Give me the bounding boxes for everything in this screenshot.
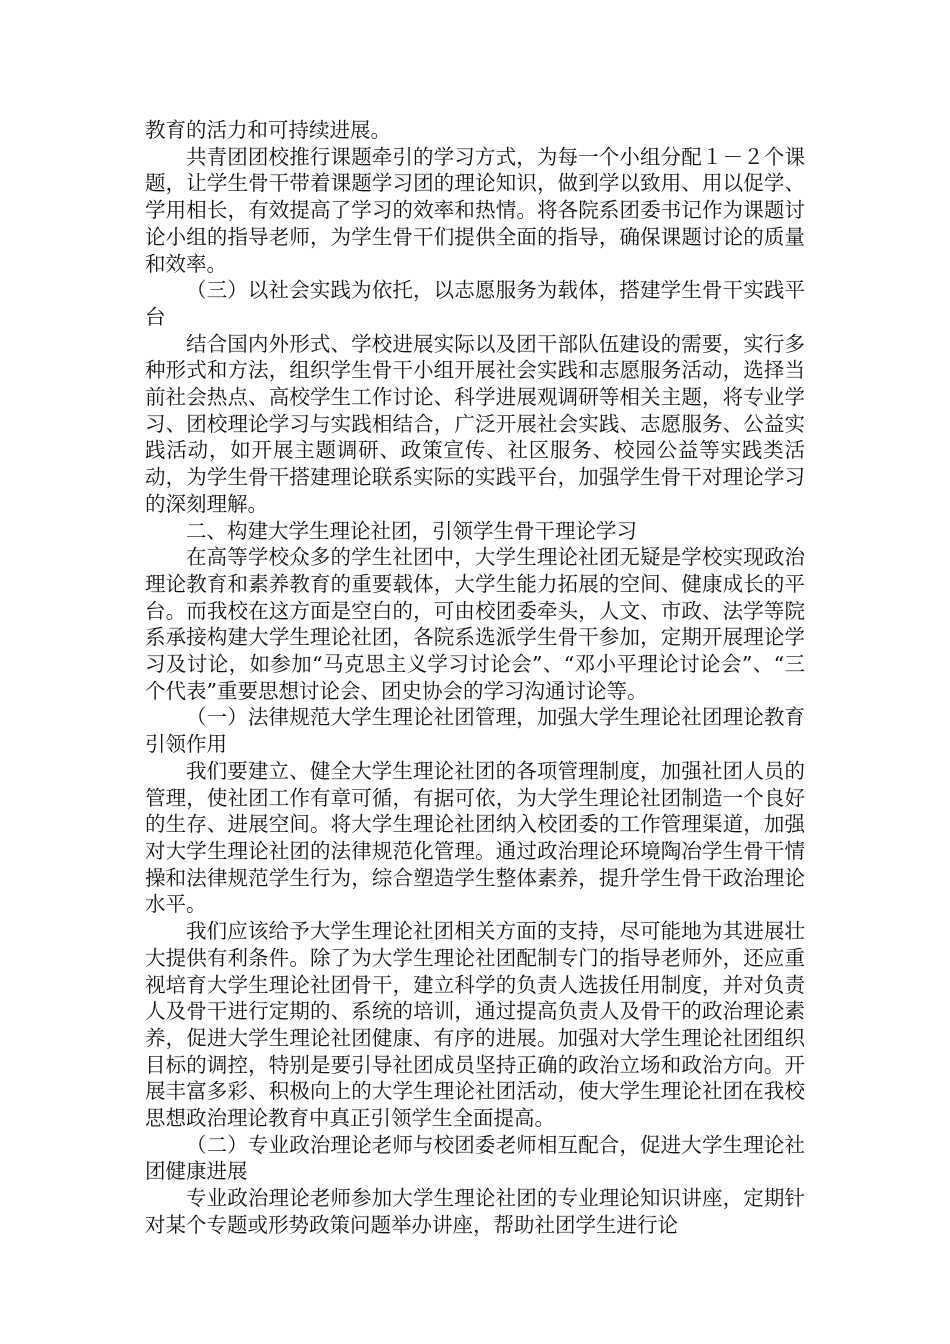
paragraph: 专业政治理论老师参加大学生理论社团的专业理论知识讲座，定期针对某个专题或形势政策问题举办讲座，帮助社团学生进行论 [145, 1186, 805, 1237]
paragraph: 教育的活力和可持续进展。 [145, 118, 391, 142]
paragraph: 共青团团校推行课题牵引的学习方式，为每一个小组分配１－２个课题，让学生骨干带着课题学习团的理论知识，做到学以致用、用以促学、学用相长，有效提高了学习的效率和热情。将各院系团委书记作为课题讨论小组的指导老师，为学生骨干们提供全面的指导，确保课题讨论的质量和效率。 [145, 144, 805, 276]
paragraph: 我们应该给予大学生理论社团相关方面的支持，尽可能地为其进展壮大提供有利条件。除了为大学生理论社团配制专门的指导老师外，还应重视培育大学生理论社团骨干，建立科学的负责人选拔任用制度，并对负责人及骨干进行定期的、系统的培训，通过提高负责人及骨干的政治理论素养，促进大学生理论社团健康、有序的进展。加强对大学生理论社团组织目标的调控，特别是要引导社团成员坚持正确的政治立场和政治方向。开展丰富多彩、积极向上的大学生理论社团活动，使大学生理论社团在我校思想政治理论教育中真正引领学生全面提高。 [145, 919, 805, 1131]
section-heading: （三）以社会实践为依托，以志愿服务为载体，搭建学生骨干实践平台 [145, 278, 805, 329]
document-body [145, 117, 805, 1239]
section-heading: （二）专业政治理论老师与校团委老师相互配合，促进大学生理论社团健康进展 [145, 1132, 805, 1184]
paragraph: 结合国内外形式、学校进展实际以及团干部队伍建设的需要，实行多种形式和方法，组织学生骨干小组开展社会实践和志愿服务活动，选择当前社会热点、高校学生工作讨论、科学进展观调研等相关主题，将专业学习、团校理论学习与实践相结合，广泛开展社会实践、志愿服务、公益实践活动，如开展主题调研、政策宣传、社区服务、校园公益等实践类活动，为学生骨干搭建理论联系实际的实践平台，加强学生骨干对理论学习的深刻理解。 [145, 331, 805, 516]
chapter-heading: 二、构建大学生理论社团，引领学生骨干理论学习 [186, 518, 637, 543]
paragraph: 我们要建立、健全大学生理论社团的各项管理制度，加强社团人员的管理，使社团工作有章可循，有据可依，为大学生理论社团制造一个良好的生存、进展空间。将大学生理论社团纳入校团委的工作管理渠道，加强对大学生理论社团的法律规范化管理。通过政治理论环境陶冶学生骨干情操和法律规范学生行为，综合塑造学生整体素养，提升学生骨干政治理论水平。 [145, 758, 805, 917]
section-heading: （一）法律规范大学生理论社团管理，加强大学生理论社团理论教育引领作用 [145, 705, 805, 757]
paragraph: 在高等学校众多的学生社团中，大学生理论社团无疑是学校实现政治理论教育和素养教育的重要载体，大学生能力拓展的空间、健康成长的平台。而我校在这方面是空白的，可由校团委牵头，人文、市政、法学等院系承接构建大学生理论社团，各院系选派学生骨干参加，定期开展理论学习及讨论，如参加“马克思主义学习讨论会”、“邓小平理论讨论会”、“三个代表”重要思想讨论会、团史协会的学习沟通讨论等。 [145, 545, 805, 703]
